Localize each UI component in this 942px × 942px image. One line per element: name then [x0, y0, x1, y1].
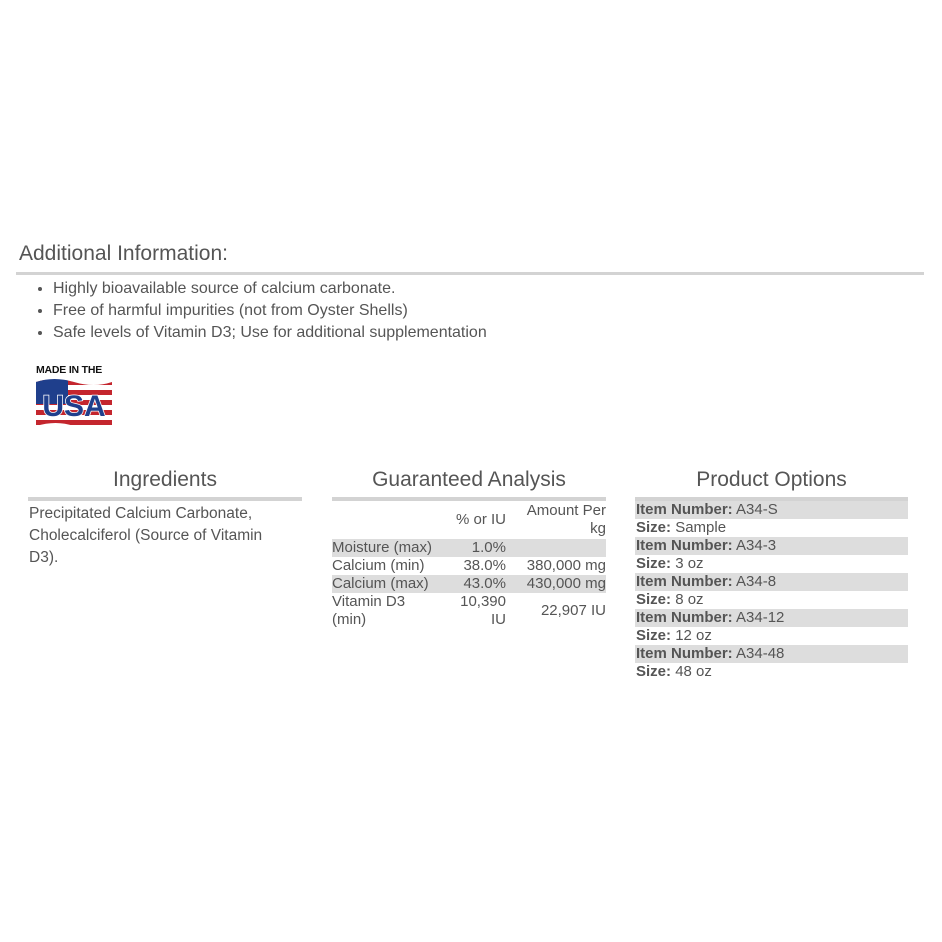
- size-row: [635, 627, 908, 645]
- ingredients-title: Ingredients: [113, 468, 217, 491]
- size-label: Size:: [636, 519, 672, 536]
- size-label: Size:: [636, 555, 672, 572]
- analysis-table: [332, 501, 606, 629]
- list-item: Highly bioavailable source of calcium carbonate.: [36, 278, 487, 300]
- table-row: [332, 557, 606, 575]
- size-row: [635, 663, 908, 681]
- table-cell: 38.0%: [463, 557, 506, 574]
- size-label: Size:: [636, 663, 672, 680]
- made-in-usa-caption: MADE IN THE: [36, 364, 103, 376]
- item-number-row: [635, 645, 908, 663]
- table-cell: 22,907 IU: [540, 602, 606, 619]
- size-row: [635, 519, 908, 537]
- size-label: Size:: [636, 627, 672, 644]
- additional-info-divider: [16, 272, 924, 275]
- item-number-row: [635, 537, 908, 555]
- table-header-cell: % or IU: [455, 511, 506, 528]
- table-header-cell: [332, 501, 442, 539]
- item-number-row: [635, 501, 908, 519]
- list-item: Safe levels of Vitamin D3; Use for additional supplementation: [36, 322, 487, 344]
- item-number-value: A34-3: [736, 537, 777, 554]
- item-number-label: Item Number:: [636, 645, 733, 662]
- size-value: 12 oz: [675, 627, 712, 644]
- table-cell: 380,000 mg: [526, 557, 606, 574]
- analysis-title: Guaranteed Analysis: [372, 468, 566, 491]
- item-number-label: Item Number:: [636, 609, 733, 626]
- size-value: 48 oz: [675, 663, 712, 680]
- product-options-title: Product Options: [696, 468, 847, 491]
- table-cell: Vitamin D3 (min): [332, 593, 406, 628]
- size-row: [635, 555, 908, 573]
- table-row: [332, 575, 606, 593]
- table-cell: Calcium (min): [332, 557, 425, 574]
- table-cell: [516, 539, 606, 557]
- item-number-label: Item Number:: [636, 573, 733, 590]
- item-number-label: Item Number:: [636, 501, 733, 518]
- list-item: Free of harmful impurities (not from Oyster Shells): [36, 300, 487, 322]
- table-cell: 1.0%: [442, 539, 516, 557]
- table-header-cell: Amount Per kg: [526, 502, 606, 537]
- made-in-usa-logo: [34, 364, 116, 436]
- item-number-value: A34-48: [736, 645, 785, 662]
- size-row: [635, 591, 908, 609]
- item-number-label: Item Number:: [636, 537, 733, 554]
- size-value: Sample: [675, 519, 727, 536]
- usa-flag-icon: [34, 376, 114, 434]
- additional-info-list: [36, 278, 487, 344]
- table-cell: 430,000 mg: [516, 575, 606, 593]
- item-number-value: A34-12: [736, 609, 785, 626]
- table-cell: 10,390 IU: [460, 593, 506, 628]
- usa-logo-text: USA: [42, 390, 106, 423]
- size-label: Size:: [636, 591, 672, 608]
- table-cell: 43.0%: [442, 575, 516, 593]
- table-row: [332, 539, 606, 557]
- item-number-row: [635, 573, 908, 591]
- ingredients-text: Precipitated Calcium Carbonate, Cholecalciferol (Source of Vitamin D3).: [29, 505, 263, 566]
- size-value: 3 oz: [675, 555, 704, 572]
- item-number-row: [635, 609, 908, 627]
- additional-info-title: Additional Information:: [19, 242, 228, 265]
- table-row: [332, 593, 606, 629]
- ingredients-divider: [28, 497, 302, 501]
- size-value: 8 oz: [675, 591, 704, 608]
- table-cell: Calcium (max): [332, 575, 442, 593]
- table-cell: Moisture (max): [332, 539, 442, 557]
- table-header-row: [332, 501, 606, 539]
- product-options-list: [635, 501, 908, 681]
- item-number-value: A34-8: [736, 573, 777, 590]
- item-number-value: A34-S: [736, 501, 778, 518]
